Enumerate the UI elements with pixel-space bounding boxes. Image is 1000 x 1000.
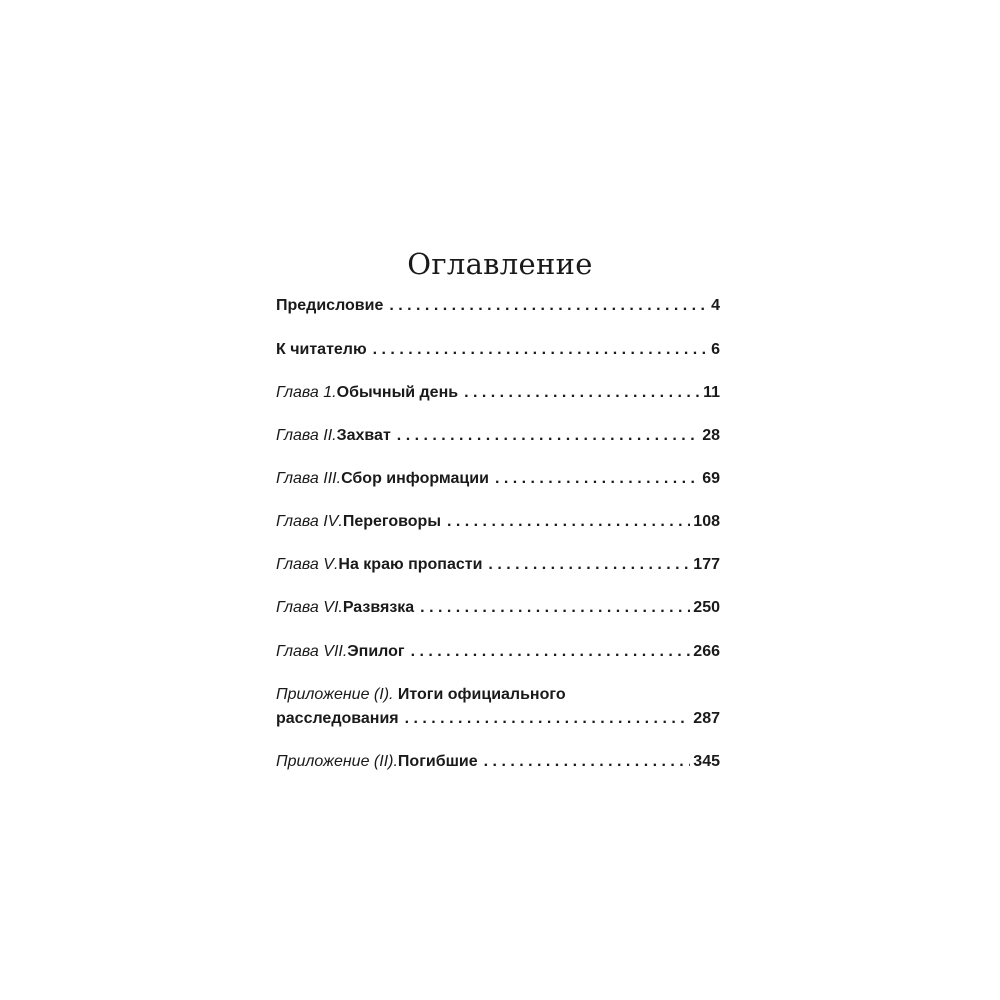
toc-entry-to-reader[interactable] — [276, 340, 720, 360]
toc-entry-prefix: Глава 1 — [276, 384, 333, 401]
toc-entry-separator: . — [338, 599, 343, 616]
toc-entry-page: 4 — [711, 297, 720, 314]
toc-entry-prefix: Глава VII — [276, 643, 343, 660]
toc-entry-separator: . — [393, 753, 398, 770]
toc-entry-chapter-7[interactable] — [276, 642, 720, 662]
dot-leader — [447, 512, 690, 532]
toc-entry-prefix: Глава IV — [276, 513, 339, 530]
toc-entry-chapter-4[interactable] — [276, 512, 720, 532]
dot-leader — [420, 598, 690, 618]
dot-leader — [389, 296, 708, 316]
dot-leader — [373, 340, 708, 360]
toc-entry-separator: . — [336, 470, 342, 487]
toc-entry-chapter-6[interactable] — [276, 598, 720, 618]
toc-entry-title: Развязка — [342, 599, 415, 616]
toc-entry-title: Погибшие — [397, 753, 478, 770]
toc-entry-prefix: Глава II — [276, 427, 333, 444]
toc-entry-preface[interactable] — [276, 296, 720, 316]
toc-entry-title: К читателю — [276, 341, 367, 358]
toc-entry-page: 266 — [693, 643, 720, 660]
toc-entry-page: 345 — [693, 753, 720, 770]
dot-leader — [397, 426, 699, 446]
dot-leader — [405, 709, 691, 729]
toc-list — [276, 0, 720, 1000]
dot-leader — [488, 555, 690, 575]
toc-entry-chapter-1[interactable] — [276, 383, 720, 403]
toc-entry-title: На краю пропасти — [338, 556, 483, 573]
toc-entry-prefix: Приложение (II) — [276, 753, 394, 770]
toc-entry-title: Захват — [336, 427, 391, 444]
dot-leader — [464, 383, 700, 403]
toc-entry-title: Эпилог — [347, 643, 405, 660]
toc-entry-separator: . — [332, 427, 337, 444]
toc-entry-page: 177 — [693, 556, 720, 573]
toc-entry-page: 28 — [702, 427, 720, 444]
toc-entry-title: Сбор информации — [341, 470, 489, 487]
toc-entry-separator: . — [333, 556, 339, 573]
toc-entry-separator: . — [342, 643, 348, 660]
toc-entry-title: Предисловие — [276, 297, 384, 314]
toc-entry-page: 11 — [703, 384, 720, 401]
toc-entry-chapter-2[interactable] — [276, 426, 720, 446]
toc-entry-title-continued: расследования — [276, 710, 399, 727]
toc-entry-title: Итоги официального — [397, 686, 566, 703]
toc-entry-page: 287 — [693, 710, 720, 727]
toc-entry-page: 108 — [693, 513, 720, 530]
toc-entry-prefix: Приложение (I) — [276, 686, 390, 703]
toc-entry-chapter-3[interactable] — [276, 469, 720, 489]
toc-entry-prefix: Глава V — [276, 556, 334, 573]
toc-entry-prefix: Глава III — [276, 470, 337, 487]
toc-entry-title: Обычный день — [336, 384, 459, 401]
toc-entry-page: 69 — [702, 470, 720, 487]
toc-entry-separator: . — [332, 384, 337, 401]
toc-entry-appendix-1[interactable] — [276, 685, 720, 729]
toc-entry-separator: . — [338, 513, 343, 530]
toc-entry-title: Переговоры — [342, 513, 441, 530]
dot-leader — [495, 469, 699, 489]
toc-entry-separator: . — [389, 686, 398, 703]
dot-leader — [484, 752, 691, 772]
toc-entry-appendix-2[interactable] — [276, 752, 720, 772]
toc-entry-page: 6 — [711, 341, 720, 358]
toc-entry-chapter-5[interactable] — [276, 555, 720, 575]
toc-entry-page: 250 — [693, 599, 720, 616]
page-title: Оглавление — [407, 247, 593, 282]
dot-leader — [411, 642, 691, 662]
toc-entry-prefix: Глава VI — [276, 599, 339, 616]
